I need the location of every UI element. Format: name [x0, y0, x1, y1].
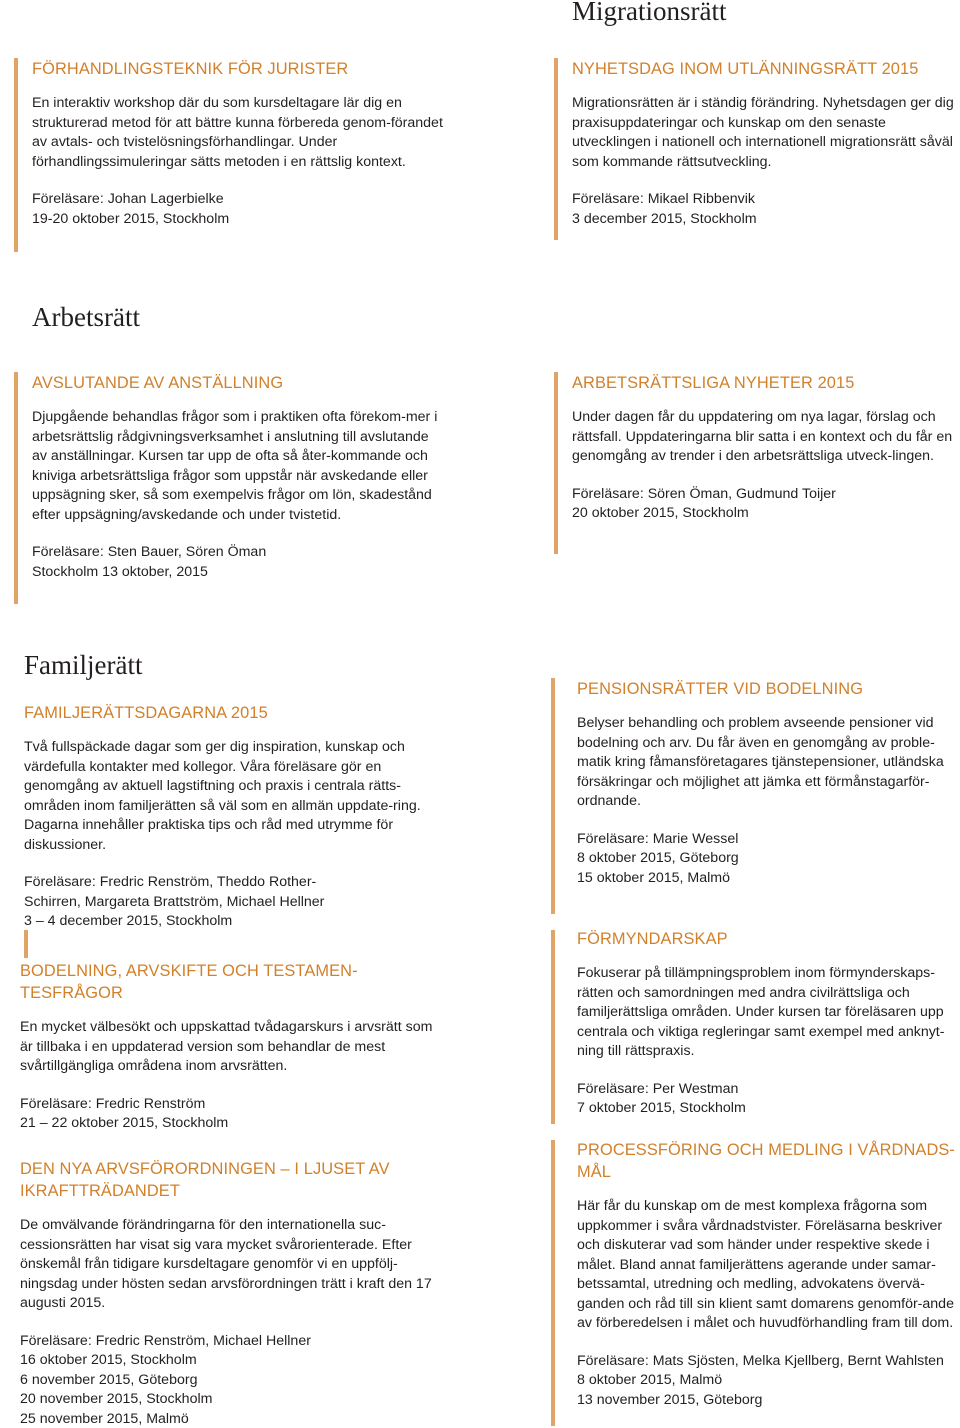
course-description: Under dagen får du uppdatering om nya lagar, förslag och rättsfall. Uppdateringarna blir satta i en kontext och du får en genomgång av trender i den arbetsrättsliga utveck-lingen. [572, 409, 953, 464]
course-details [572, 485, 960, 524]
course-details [20, 1332, 442, 1428]
course-description: Migrationsrätten är i ständig förändring. Nyhetsdagen ger dig praxisuppdateringar och kunskap om den senaste utvecklingen i nationell och internationell migrationsrätt såväl som kommande rättsutveckling. [572, 95, 954, 170]
course-lecturer: Föreläsare: Per Westman [577, 1080, 739, 1097]
course-block [14, 58, 446, 252]
course-date: 6 november 2015, Göteborg [20, 1371, 198, 1388]
accent-bar [24, 930, 28, 958]
course-details [20, 1095, 442, 1134]
section-title-familjeratt: Familjerätt [24, 650, 143, 680]
course-date: 21 – 22 oktober 2015, Stockholm [20, 1115, 229, 1131]
course-date: 7 oktober 2015, Stockholm [577, 1100, 746, 1116]
course-date: 8 oktober 2015, Malmö [577, 1372, 723, 1388]
course-heading: AVSLUTANDE AV ANSTÄLLNING [32, 374, 284, 392]
course-lecturer: Föreläsare: Sören Öman, Gudmund Toijer [572, 485, 836, 502]
accent-bar [551, 930, 555, 1124]
course-date: 20 oktober 2015, Stockholm [572, 505, 749, 521]
course-block [554, 58, 960, 240]
course-description: Belyser behandling och problem avseende pensioner vid bodelning och arv. Du får även en genomgång av proble-matik kring fåmansföretagares tjänstepensioner, utländska försäkringar och möjlighet att jämka ett förmånstagarför-ordnande. [577, 715, 944, 809]
course-block [6, 1158, 442, 1428]
course-details [577, 1080, 960, 1119]
course-description: Djupgående behandlas frågor som i praktiken ofta förekom-mer i arbetsrättslig rådgivningsverksamhet i anslutning till avslutande av anställningar. Kursen tar upp de ofta så åter-kommande och kniviga arbetsrättsliga frågor som uppstår när avskedande eller uppsägning sker, så som exempelvis frågor om lön, skadestånd efter uppsägning/avskedande och under tvistetid. [32, 409, 438, 523]
course-date: 25 november 2015, Malmö [20, 1410, 189, 1427]
course-date: 3 december 2015, Stockholm [572, 210, 757, 227]
course-date: 16 oktober 2015, Stockholm [20, 1352, 197, 1368]
course-block [14, 372, 446, 604]
course-heading: NYHETSDAG INOM UTLÄNNINGSRÄTT 2015 [572, 60, 919, 78]
course-heading: FAMILJERÄTTSDAGARNA 2015 [24, 704, 268, 722]
course-description: Fokuserar på tillämpningsproblem inom förmynderskaps-rätten och samordningen med andra civilrättsliga och familjerättsliga områden. Under kursen tar föreläsaren upp centrala och viktiga regleringar samt exempel med anknyt-ning till rättspraxis. [577, 965, 945, 1059]
course-heading: ARBETSRÄTTSLIGA NYHETER 2015 [572, 374, 855, 392]
section-title-migrationsratt: Migrationsrätt [572, 0, 727, 26]
course-lecturer: Föreläsare: Mats Sjösten, Melka Kjellberg, Bernt Wahlsten [577, 1352, 944, 1369]
course-block [10, 702, 440, 932]
course-date: 19-20 oktober 2015, Stockholm [32, 210, 230, 227]
course-date: 20 november 2015, Stockholm [20, 1391, 213, 1407]
course-heading: FÖRHANDLINGSTEKNIK FÖR JURISTER [32, 60, 349, 78]
course-details [32, 543, 446, 582]
course-date: 13 november 2015, Göteborg [577, 1391, 763, 1408]
course-date: Stockholm 13 oktober, 2015 [32, 563, 208, 580]
course-lecturer: Föreläsare: Marie Wessel [577, 830, 739, 847]
course-details [572, 190, 960, 229]
course-heading: DEN NYA ARVSFÖRORDNINGEN – I LJUSET AV IKRAFTTRÄDANDET [20, 1160, 390, 1200]
course-date: 3 – 4 december 2015, Stockholm [24, 913, 233, 929]
section-title-arbetsratt: Arbetsrätt [32, 302, 140, 332]
course-description: En interaktiv workshop där du som kursdeltagare lär dig en strukturerad metod för att bättre kunna förbereda genom-förandet av avtals- och tvistelösningsförhandlingar. Under förhandlingssimuleringar sätts metoden i en rättslig kontext. [32, 95, 443, 170]
course-heading: PROCESSFÖRING OCH MEDLING I VÅRDNADS-MÅL [577, 1141, 955, 1181]
course-description: Här får du kunskap om de mest komplexa frågorna som uppkommer i svåra vårdnadstvister. Föreläsarna beskriver och diskuterar vad som händer under respektive skede i målet. Bland annat familjerättens agerande under samar-betssamtal, utredning och medling, advokatens övervä-ganden och råd till sin klient samt domarens genomför-ande av förberedelsen i målet och huvudförhandling fram till dom. [577, 1198, 954, 1331]
course-lecturer: Föreläsare: Sten Bauer, Sören Öman [32, 544, 267, 560]
course-details [24, 873, 440, 932]
accent-bar [551, 678, 555, 914]
course-heading: BODELNING, ARVSKIFTE OCH TESTAMEN-TESFRÅGOR [20, 962, 358, 1002]
course-details [577, 1352, 960, 1411]
course-block [6, 960, 442, 1134]
course-date: 15 oktober 2015, Malmö [577, 869, 731, 886]
course-description: En mycket välbesökt och uppskattad tvådagarskurs i arvsrätt som är tillbaka i en uppdaterad version som behandlar de mest svårtillgängliga områdena inom arvsrätten. [20, 1019, 433, 1074]
accent-bar [551, 1140, 555, 1426]
course-block [563, 678, 960, 888]
course-lecturer: Föreläsare: Fredric Renström, Theddo Rother- [24, 874, 317, 890]
course-details [32, 190, 446, 229]
course-description: De omvälvande förändringarna för den internationella suc-cessionsrätten har visat sig vara mycket svårorienterade. Efter önskemål från tidigare kursdeltagare genomför vi en uppfölj-ningsdag under hösten sedan arvsförordningen trätt i kraft den 17 augusti 2015. [20, 1217, 432, 1311]
course-lecturer: Föreläsare: Fredric Renström [20, 1095, 206, 1112]
course-lecturer: Schirren, Margareta Brattström, Michael Hellner [24, 893, 325, 910]
course-date: 8 oktober 2015, Göteborg [577, 850, 739, 866]
course-lecturer: Föreläsare: Mikael Ribbenvik [572, 191, 755, 207]
course-lecturer: Föreläsare: Fredric Renström, Michael Hellner [20, 1332, 311, 1349]
course-heading: PENSIONSRÄTTER VID BODELNING [577, 680, 864, 698]
course-description: Två fullspäckade dagar som ger dig inspiration, kunskap och värdefulla kontakter med kollegor. Våra föreläsare gör en genomgång av aktuell lagstiftning och praxis i centrala rätts-områden inom familjerätten så väl som en allmän uppdate-ring. Dagarna innehåller praktiska tips och råd med utrymme för diskussioner. [24, 739, 421, 853]
course-block [563, 928, 960, 1119]
course-heading: FÖRMYNDARSKAP [577, 930, 728, 948]
course-block [554, 372, 960, 554]
course-block [563, 1139, 960, 1410]
course-lecturer: Föreläsare: Johan Lagerbielke [32, 191, 224, 207]
course-details [577, 830, 960, 889]
